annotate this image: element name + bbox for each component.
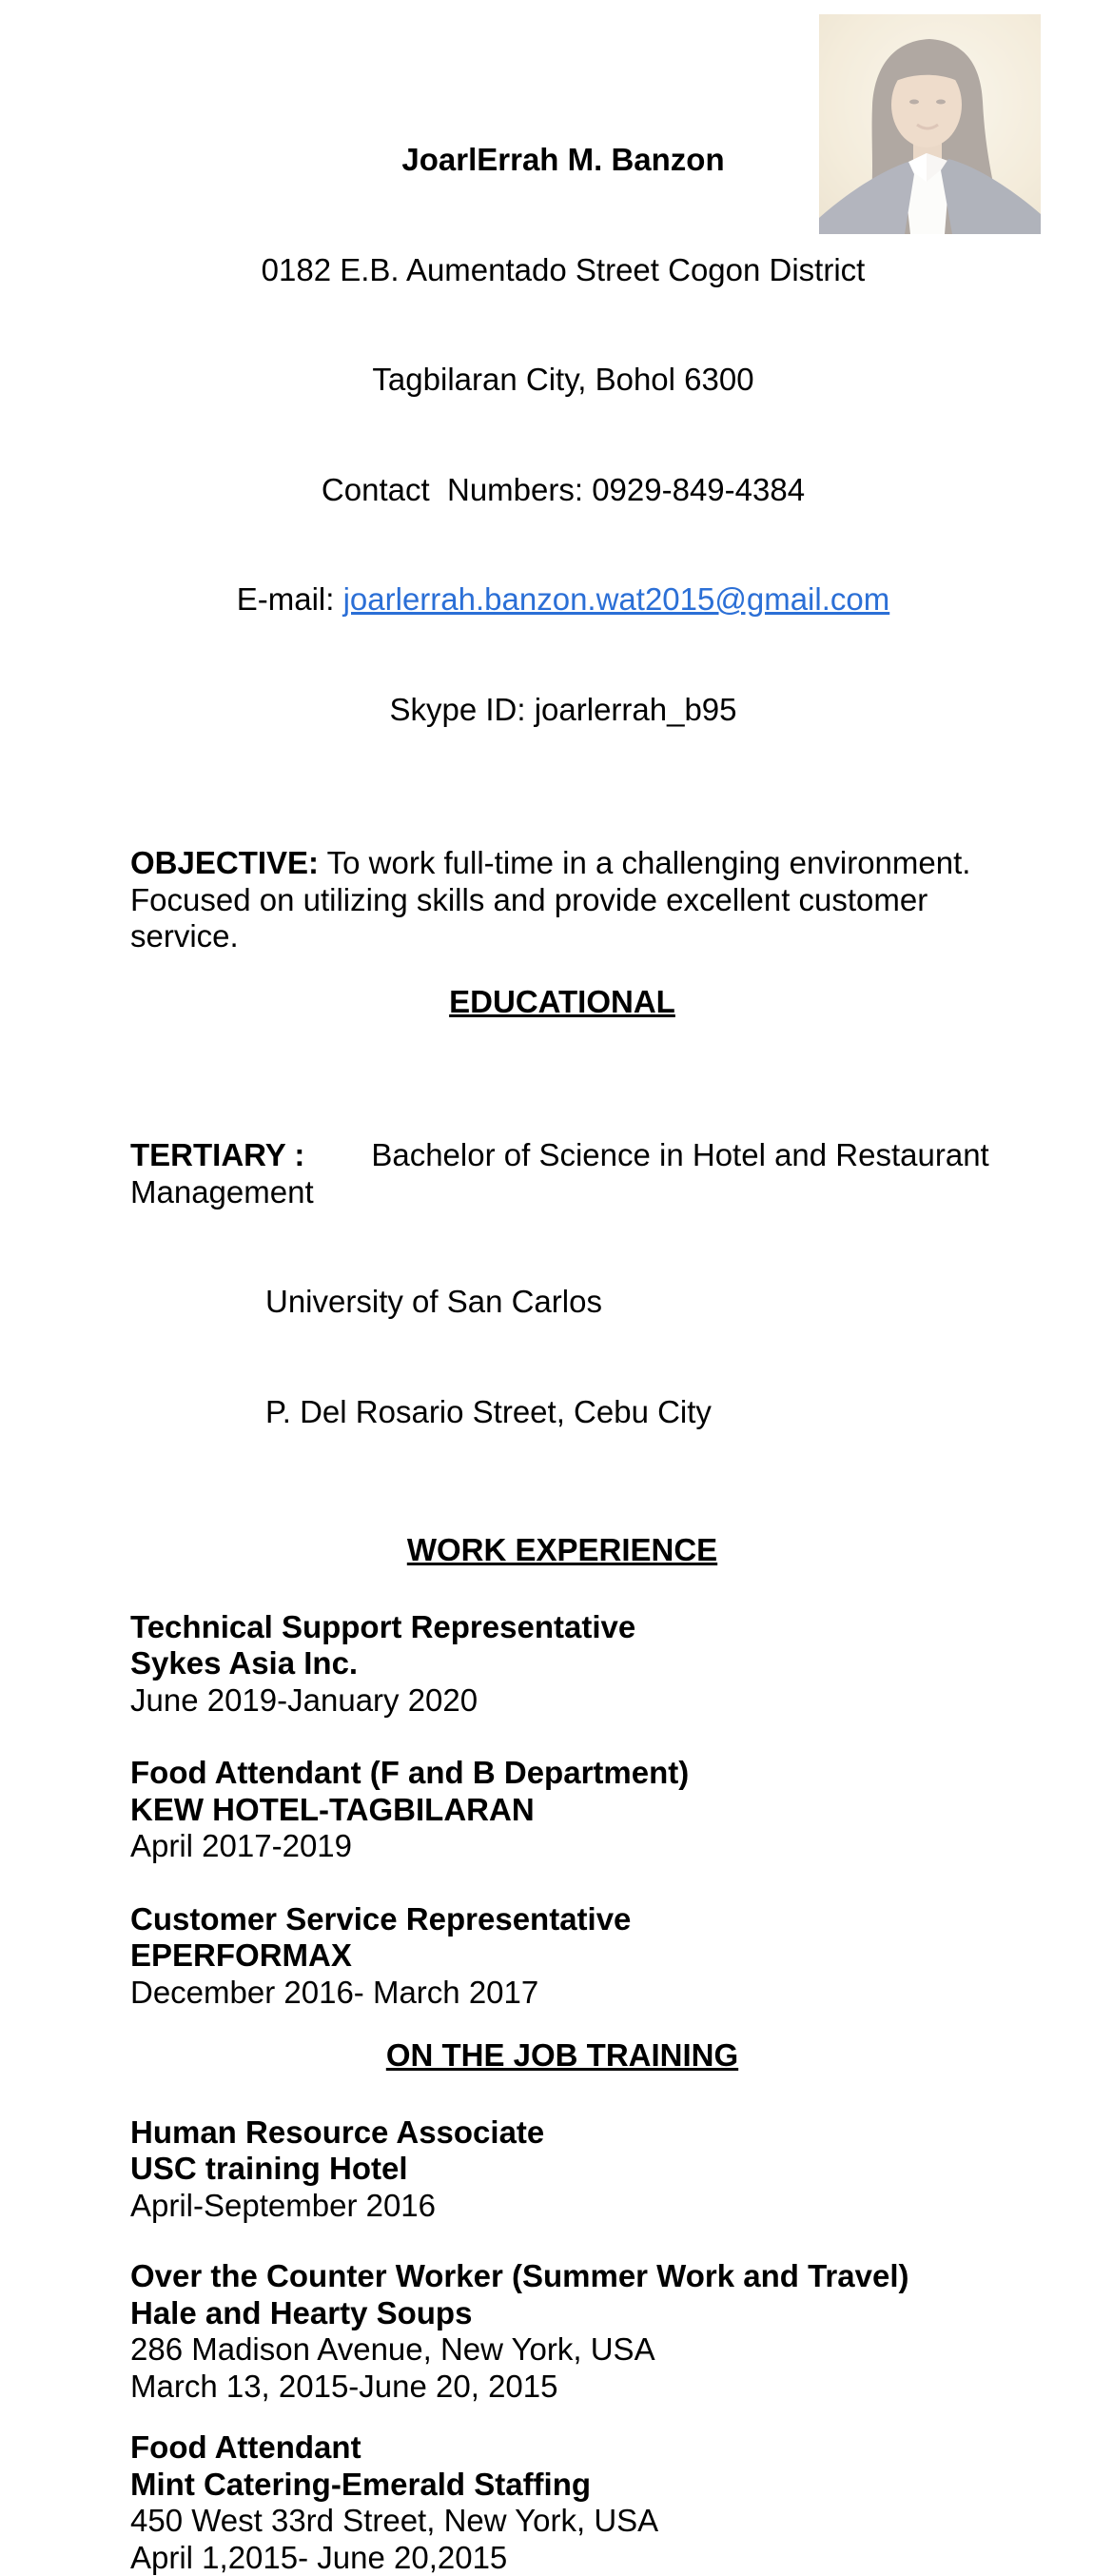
job-title: Technical Support Representative — [130, 1609, 1006, 1646]
ojt-company: Hale and Hearty Soups — [130, 2295, 1006, 2332]
job-company: KEW HOTEL-TAGBILARAN — [130, 1792, 1006, 1829]
ojt-company: Mint Catering-Emerald Staffing — [130, 2467, 1006, 2504]
job-entry — [130, 1755, 1006, 1865]
job-title: Food Attendant (F and B Department) — [130, 1755, 1006, 1792]
ojt-company: USC training Hotel — [130, 2151, 1006, 2188]
objective-label: OBJECTIVE: — [130, 845, 319, 880]
section-heading-work-experience: WORK EXPERIENCE — [0, 1532, 1113, 1569]
job-company: EPERFORMAX — [130, 1937, 1006, 1975]
email-label: E-mail: — [237, 581, 343, 617]
ojt-dates: April 1,2015- June 20,2015 — [130, 2540, 1006, 2576]
ojt-entry — [130, 2114, 1006, 2225]
ojt-entry — [130, 2429, 1006, 2576]
email-line — [13, 581, 1113, 619]
contact-number: Contact Numbers: 0929-849-4384 — [13, 472, 1113, 509]
education-level-label: TERTIARY : — [130, 1137, 304, 1172]
job-dates: December 2016- March 2017 — [130, 1975, 1006, 2012]
ojt-dates: March 13, 2015-June 20, 2015 — [130, 2369, 1006, 2406]
ojt-title: Food Attendant — [130, 2429, 1006, 2467]
ojt-dates: April-September 2016 — [130, 2188, 1006, 2225]
objective-text: To work full-time in a challenging environment. Focused on utilizing skills and provide excellent customer service. — [130, 845, 980, 954]
header-block — [0, 69, 1113, 801]
job-title: Customer Service Representative — [130, 1901, 1006, 1938]
education-school-address: P. Del Rosario Street, Cebu City — [130, 1394, 991, 1431]
ojt-address: 450 West 33rd Street, New York, USA — [130, 2503, 1006, 2540]
job-dates: June 2019-January 2020 — [130, 1682, 1006, 1720]
address-line-1: 0182 E.B. Aumentado Street Cogon District — [13, 252, 1113, 289]
objective-paragraph — [130, 845, 991, 955]
education-degree-line — [130, 1137, 991, 1210]
job-entry — [130, 1901, 1006, 2012]
address-line-2: Tagbilaran City, Bohol 6300 — [13, 362, 1113, 399]
skype-id: Skype ID: joarlerrah_b95 — [13, 692, 1113, 729]
email-link[interactable]: joarlerrah.banzon.wat2015@gmail.com — [343, 581, 890, 617]
section-heading-educational: EDUCATIONAL — [0, 984, 1113, 1021]
section-heading-ojt: ON THE JOB TRAINING — [0, 2037, 1113, 2075]
applicant-name: JoarlErrah M. Banzon — [13, 142, 1113, 179]
ojt-entry — [130, 2258, 1006, 2405]
ojt-address: 286 Madison Avenue, New York, USA — [130, 2331, 1006, 2369]
job-dates: April 2017-2019 — [130, 1828, 1006, 1865]
ojt-title: Over the Counter Worker (Summer Work and Travel) — [130, 2258, 1006, 2295]
job-company: Sykes Asia Inc. — [130, 1645, 1006, 1682]
ojt-title: Human Resource Associate — [130, 2114, 1006, 2152]
education-degree: Bachelor of Science in Hotel and Restaurant Management — [130, 1137, 998, 1209]
education-block — [130, 1064, 991, 1504]
job-entry — [130, 1609, 1006, 1720]
education-school: University of San Carlos — [130, 1284, 991, 1321]
